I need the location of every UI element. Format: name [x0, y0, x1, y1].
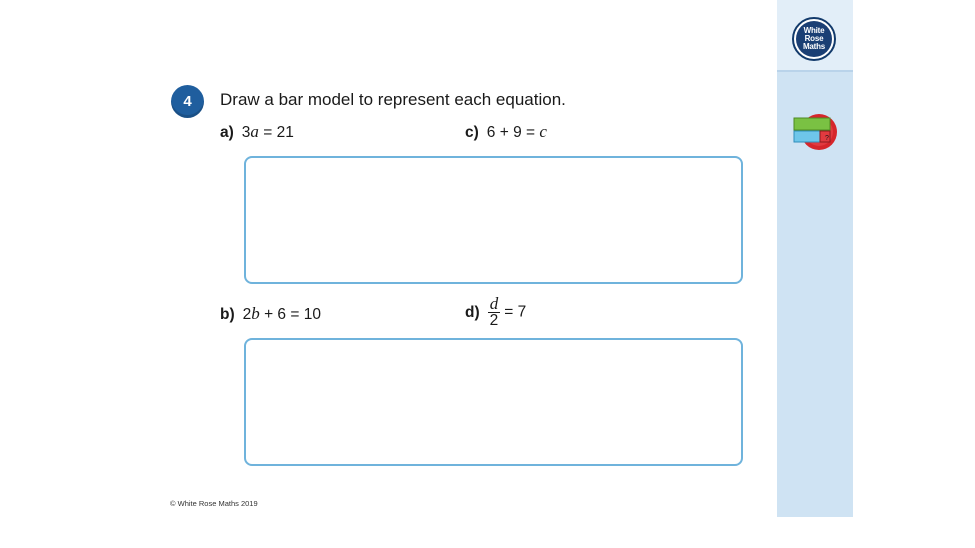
sidebar	[777, 0, 853, 517]
part-b-rest: + 6 = 10	[259, 306, 321, 323]
bar-model-icon	[792, 108, 838, 154]
question-number-badge	[171, 85, 204, 118]
part-d-rest: = 7	[504, 303, 527, 321]
part-d-label: d)	[465, 303, 480, 321]
white-rose-maths-logo-icon	[792, 17, 836, 61]
part-a-variable: a	[250, 122, 259, 141]
sidebar-header	[777, 0, 853, 72]
part-d-numerator: d	[489, 294, 499, 313]
part-c	[465, 122, 547, 142]
answer-box-top[interactable]	[244, 156, 743, 284]
logo-line-2: Rose	[804, 34, 824, 43]
copyright-text: © White Rose Maths 2019	[170, 499, 258, 508]
part-d	[465, 296, 526, 329]
question-prompt: Draw a bar model to represent each equation.	[220, 90, 566, 109]
part-b	[220, 304, 321, 324]
part-b-label: b)	[220, 306, 235, 323]
logo-line-3: Maths	[802, 42, 826, 51]
answer-box-bottom[interactable]	[244, 338, 743, 466]
logo-text	[796, 21, 832, 57]
part-a-label: a)	[220, 124, 234, 141]
part-a-coefficient: 3	[241, 124, 251, 141]
question-number: 4	[183, 93, 192, 110]
part-c-label: c)	[465, 124, 479, 141]
part-c-lead: 6 + 9 =	[486, 124, 540, 141]
logo-line-1: White	[803, 26, 825, 35]
svg-text:?: ?	[825, 135, 829, 142]
part-a-rest: = 21	[258, 124, 294, 141]
part-b-variable: b	[251, 304, 260, 323]
part-a	[220, 122, 294, 142]
part-d-fraction	[488, 296, 501, 329]
part-d-denominator: 2	[489, 312, 499, 329]
part-c-variable: c	[539, 122, 547, 141]
part-b-coefficient: 2	[242, 306, 252, 323]
